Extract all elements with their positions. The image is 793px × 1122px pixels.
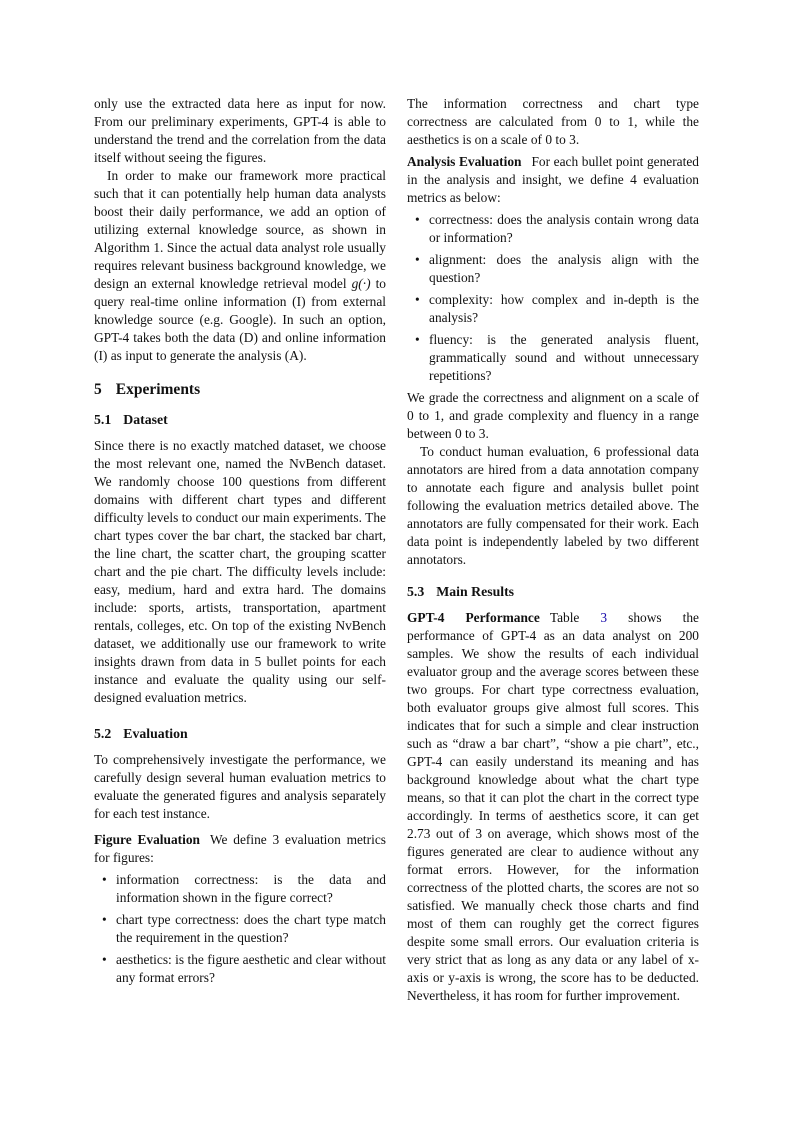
list-item-text: complexity: how complex and in-depth is the analysis? [429,292,699,325]
section-title: Experiments [115,381,201,398]
paragraph-intro-end: only use the extracted data here as input for now. From our preliminary experiments, GPT-4 is able to understand the trend and the correlation from the data itself without seeing the figures. [94,96,386,165]
bullet-icon: • [415,212,420,227]
analysis-metrics-list [407,211,699,385]
list-item-text: chart type correctness: does the chart type match the requirement in the question? [116,912,386,945]
bullet-icon: • [415,332,420,347]
bullet-icon: • [102,912,107,927]
section-heading-experiments [94,381,386,399]
list-item-text: aesthetics: is the figure aesthetic and clear without any format errors? [116,952,386,985]
list-item [407,291,699,327]
paragraph-grading: We grade the correctness and alignment on a scale of 0 to 1, and grade complexity and fluency in a range between 0 to 3. [407,390,699,441]
list-item [94,951,386,987]
analysis-evaluation-heading: Analysis Evaluation [407,154,522,169]
analysis-evaluation-text: For each bullet point generated in the analysis and insight, we define 4 evaluation metrics as below: [407,154,699,205]
list-item-text: alignment: does the analysis align with the question? [429,252,699,285]
bullet-icon: • [102,952,107,967]
list-item [94,911,386,947]
left-column [94,95,386,991]
gpt4-performance-text-a: Table [549,610,601,625]
bullet-icon: • [102,872,107,887]
retrieval-model-symbol: g(·) [351,276,371,291]
paragraph-external-knowledge [94,167,386,365]
paragraph-external-knowledge-part-a: In order to make our framework more practical such that it can potentially help human data analysts boost their daily performance, we add an option of utilizing external knowledge source, as shown in Algorithm 1. Since the actual data analyst role usually requires relevant business background knowledge, we design an external knowledge retrieval model [94,168,386,291]
list-item [94,871,386,907]
figure-evaluation-heading: Figure Evaluation [94,832,200,847]
list-item-text: fluency: is the generated analysis fluent, grammatically sound and without unnecessary repetitions? [429,332,699,383]
list-item [407,251,699,287]
figure-evaluation-text: We define 3 evaluation metrics for figures: [94,832,386,865]
bullet-icon: • [415,252,420,267]
paragraph-evaluation: To comprehensively investigate the performance, we carefully design several human evaluation metrics to evaluate the generated figures and analysis separately for each test instance. [94,752,386,821]
figure-metrics-list [94,871,386,987]
subsection-title: Dataset [123,412,168,427]
subsection-title: Evaluation [123,726,188,741]
subsection-heading-main-results [407,583,699,601]
paragraph-gpt4-performance [407,609,699,1005]
gpt4-performance-text-b: shows the performance of GPT-4 as an data analyst on 200 samples. We show the results of each individual evaluator group and the average scores between these two groups. For chart type correctness evaluation, both evaluator groups give almost full scores. This indicates that for such a simple and clear instruction such as “draw a bar chart”, “show a pie chart”, etc., GPT-4 can easily understand its meaning and has background knowledge about what the chart type means, so that it can plot the chart in the correct type accordingly. In terms of aesthetics score, it can get 2.73 out of 3 on average, which shows most of the figures generated are clear to audience without any format errors. However, for the information correctness of the plotted charts, the scores are not so satisfied. We manually check those charts and find most of them can roughly get the correct figures despite some small errors. Our evaluation criteria is very strict that as long as any data or any label of x-axis or y-axis is wrong, the score has to be deducted. Nevertheless, it has room for further improvement. [407,610,699,1003]
subsection-number: 5.1 [94,412,112,427]
subsection-number: 5.2 [94,726,112,741]
paragraph-analysis-evaluation [407,153,699,207]
paragraph-score-scale: The information correctness and chart type correctness are calculated from 0 to 1, while the aesthetics is on a scale of 0 to 3. [407,96,699,147]
gpt4-performance-heading: GPT-4 Performance [407,610,540,625]
list-item-text: information correctness: is the data and information shown in the figure correct? [116,872,386,905]
paragraph-figure-evaluation [94,831,386,867]
subsection-title: Main Results [436,584,515,599]
bullet-icon: • [415,292,420,307]
list-item-text: correctness: does the analysis contain wrong data or information? [429,212,699,245]
paragraph-dataset: Since there is no exactly matched dataset, we choose the most relevant one, named the NvBench dataset. We randomly choose 100 questions from different domains with different chart types and different difficulty levels to conduct our main experiments. The chart types cover the bar chart, the stacked bar chart, the line chart, the scatter chart, the grouping scatter chart and the pie chart. The difficulty levels include: easy, medium, hard and extra hard. The domains include: sports, artists, transportation, apartment rentals, colleges, etc. On top of the existing NvBench dataset, we additionally use our framework to write insights drawn from data in 5 bullet points for each instance and evaluate the quality using our self-designed evaluation metrics. [94,438,386,705]
list-item [407,331,699,385]
table-reference-link[interactable]: 3 [600,610,608,625]
subsection-number: 5.3 [407,584,425,599]
list-item [407,211,699,247]
paragraph-external-knowledge-part-b: to query real-time online information (I) from external knowledge source (e.g. Google). In such an option, GPT-4 takes both the data (D) and online information (I) as input to generate the analysis (A). [94,276,387,363]
subsection-heading-evaluation [94,725,386,743]
right-column [407,95,699,1005]
section-number: 5 [94,381,102,398]
subsection-heading-dataset [94,411,386,429]
paragraph-human-evaluation: To conduct human evaluation, 6 professional data annotators are hired from a data annotation company to annotate each figure and analysis bullet point following the evaluation metrics detailed above. The annotators are fully compensated for their work. Each data point is independently labeled by two different annotators. [407,444,699,567]
